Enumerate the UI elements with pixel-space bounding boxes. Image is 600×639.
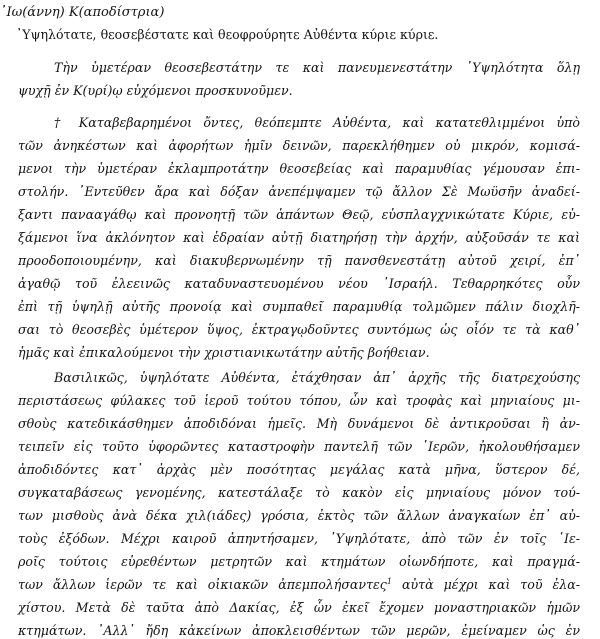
paragraph-2-line-10: σαι τὸ θεοσεβὲς ὑμέτερον ὕψος, ἐκτραγῳδοῦντες συντόμως ὡς οἷόν τε τὰ καθ᾿ [18,322,580,337]
paragraph-1-line-2: ψυχῇ ἐν Κ(υρί)ῳ εὐχόμενοι προσκυνοῦμεν. [18,83,293,98]
paragraph-2-line-6: ξάμενοι ἵνα ἀκλόνητον καὶ ἑδραίαν αὐτῇ διατηρήσῃ τὴν ἀρχήν, αὐξοῦσάν τε καὶ [18,230,580,245]
paragraph-3-line-11 [18,600,580,616]
paragraph-2-line-2: τῶν ἀνηκέστων καὶ ἀφορήτων ἡμῖν δεινῶν, παρεκλήθημεν οὐ μικρόν, κομισά- [18,138,580,153]
paragraph-2-line-9: ἐπὶ τῇ ὑψηλῇ αὐτῆς προνοίᾳ καὶ συμπαθεῖ παραμυθίᾳ τολμῶμεν πάλιν διοχλῆ- [18,299,580,314]
paragraph-2-line-11: ἡμᾶς καὶ ἐπικαλούμενοι τὴν χριστιανικωτάτην αὐτῆς βοήθειαν. [18,345,430,360]
paragraph-3-line-10-rest: αὐτὰ μέχρι καὶ τοῦ ἐλα- [391,577,580,592]
paragraph-3-line-10-text: των ἄλλων ἱερῶν τε καὶ οἰκιακῶν ἀπεμπολήσαντες [18,577,387,592]
paragraph-2-line-7: προοδοποιουμένην, καὶ διακυβερνωμένην τῇ πανσθενεστάτῃ αὐτοῦ χειρί, ἐπ᾿ [18,253,580,268]
paragraph-2-line-8: ἀγαθῷ τοῦ ἐλεεινῶς καταδυναστευομένου νέου ᾿Ισραήλ. Τεθαρρηκότες οὖν [18,276,580,291]
footnote-marker: 1 [386,576,392,586]
paragraph-3-line-2: περιστάσεως φύλακες τοῦ ἱεροῦ τούτου τόπου, ὧν καὶ τροφὰς καὶ μηνιαίους μι- [18,393,580,408]
paragraph-2-line-1: † Καταβεβαρημένοι ὄντες, θεόπεμπτε Αὐθέντα, καὶ κατατεθλιμμένοι ὑπὸ [54,115,580,130]
paragraph-2-line-3: μενοι τὴν ὑμετέραν ἐκλαμπροτάτην θεοσεβείας καὶ παραμυθίας γέμουσαν ἐπι- [18,161,580,176]
paragraph-3-line-5: ἀποδιδόντες κατ᾿ ἀρχὰς μὲν ποσότητας μεγάλας κατὰ μῆνα, ὕστερον δέ, [18,462,580,477]
paragraph-2-line-5: ξαντι πανααγάθῳ καὶ προνοητῇ τῶν ἁπάντων Θεῷ, εὐσπλαγχνικώτατε Κύριε, εὐ- [18,207,580,222]
paragraph-3-line-11-text: στου. Μετὰ δὲ ταῦτα ἀπὸ Δακίας, ἐξ ὧν ἐκεῖ ἔχομεν μοναστηριακῶν ἡμῶν [30,600,580,615]
paragraph-3-line-10 [18,577,580,593]
paragraph-2-line-4: στολήν. ᾿Εντεῦθεν ἄρα καὶ δόξαν ἀνεπέμψαμεν τῷ ἄλλον Σὲ Μωϋσῆν ἀναδεί- [18,184,580,199]
salutation: ᾿Υψηλότατε, θεοσεβέστατε καὶ θεοφρούρητε Αὐθέντα κύριε κύριε. [16,27,439,42]
paragraph-3-line-3: σθοὺς κατεδικάσθημεν ἀποδιδόναι ἡμεῖς. Μὴ δυνάμενοι δὲ ἀντικροῦσαι ἢ ἀν- [18,416,580,431]
paragraph-3-line-7: των μισθοὺς ἀνὰ δέκα χιλ(ιάδες) γρόσια, ἐκτὸς τῶν ἄλλων ἀναγκαίων ἐπ᾿ αὐ- [18,508,580,523]
paragraph-1-line-1: Τὴν ὑμετέραν θεοσεβεστάτην τε καὶ πανευμενεστάτην ᾿Υψηλότητα ὅλῃ [54,60,580,75]
paragraph-3-line-12: κτημάτων. ᾿Αλλ᾿ ἤδη κἀκείνων ἀποκλεισθέντων τῶν μερῶν, ἐμείναμεν ὡς ἐν [18,623,580,638]
paragraph-3-line-1: Βασιλικῶς, ὑψηλότατε Αὐθέντα, ἐτάχθησαν ἀπ᾿ ἀρχῆς τῆς διατρεχούσης [54,370,580,385]
document-heading: ᾿Ιω(άννη) Κ(αποδίστρια) [0,5,165,20]
paragraph-3-line-9: ροῖς τούτοις εὑρεθέντων μετρητῶν καὶ κτημάτων οἱωνδήποτε, καὶ πραγμά- [18,554,580,569]
paragraph-3-line-4: τειπεῖν εἰς τοῦτο ὑφορῶντες καταστροφὴν παντελῆ τῶν ῾Ιερῶν, ἠκολουθήσαμεν [18,439,580,454]
paragraph-3-line-8: τοὺς ἐξόδων. Μέχρι καιροῦ ἀπηντήσαμεν, ᾿Υψηλότατε, ἀπὸ τῶν ἐν τοῖς ῾Ιε- [18,531,580,546]
paragraph-3-line-11-prefix: χί [18,600,31,615]
paragraph-3-line-6: συγκαταβάσεως γενομένης, κατεστάλαξε τὸ κακὸν εἰς μηνιαίους μόνον τού- [18,485,580,500]
